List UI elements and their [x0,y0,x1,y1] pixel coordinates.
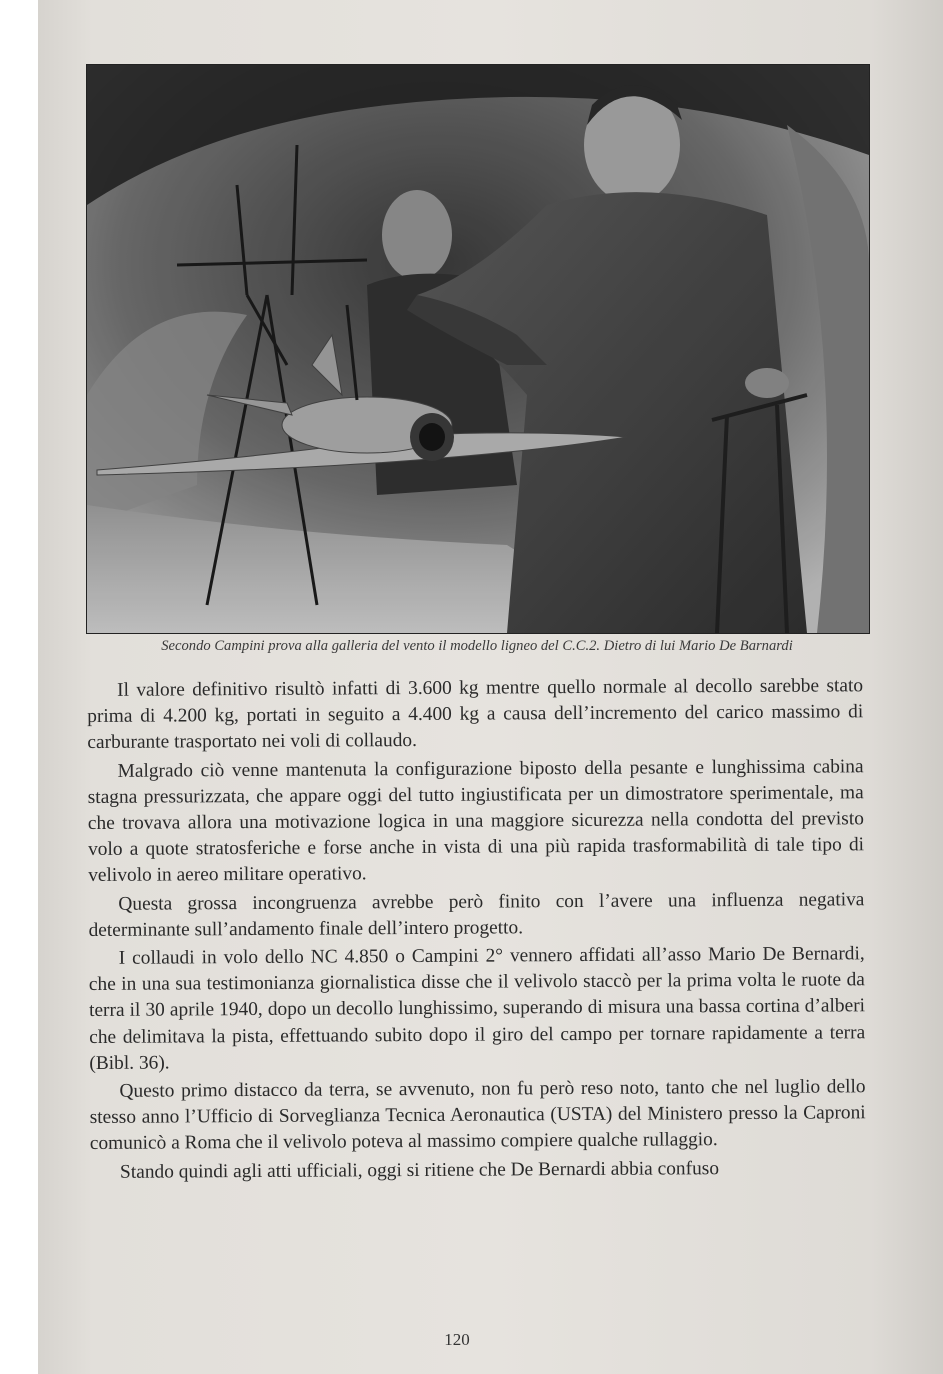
body-text [87,673,866,1188]
paragraph: Il valore definitivo risultò infatti di 3.600 kg mentre quello normale al decollo sarebbe stato prima di 4.200 kg, portati in seguito a 4.400 kg a causa dell’incremento del carico massimo di carburante trasportato nei voli di collaudo. [87,675,864,754]
photo-caption: Secondo Campini prova alla galleria del vento il modello ligneo del C.C.2. Dietro di lui Mario De Barnardi [161,638,793,654]
paragraph: Malgrado ciò venne mantenuta la configurazione biposto della pesante e lunghissima cabina stagna pressurizzata, che appare oggi del tutto ingiustificata per un dimostratore sperimentale, ma che trovava allora una motivazione logica in una maggiore sicurezza nella condotta del previsto volo a quote stratosferiche e forse anche in vista di una più rapida trasformabilità di tale tipo di velivolo in aereo militare operativo. [87,755,865,887]
scan-margin [0,0,38,1374]
page-number: 120 [444,1330,470,1349]
paragraph: Questa grossa incongruenza avrebbe però finito con l’avere una influenza negativa determinante sull’andamento finale dell’intero progetto. [88,888,865,941]
paragraph: Questo primo distacco da terra, se avvenuto, non fu però reso noto, tanto che nel luglio dello stesso anno l’Ufficio di Sorveglianza Tecnica Aeronautica (USTA) del Ministero presso la Caproni comunicò a Roma che il velivolo poteva al massimo compiere qualche rullaggio. [89,1076,866,1155]
paragraph: I collaudi in volo dello NC 4.850 o Campini 2° vennero affidati all’asso Mario De Bernardi, che in una sua testimonianza giornalistica disse che il velivolo staccò per la prima volta le ruote da terra il 30 aprile 1940, dopo un decollo lunghissimo, superando di misura una bassa cortina d’alberi che delimitava la pista, effettuando subito dopo il giro del campo per tornare rapidamente a terra (Bibl. 36). [88,943,866,1074]
paragraph: Stando quindi agli atti ufficiali, oggi si ritiene che De Bernardi abbia confuso [119,1157,720,1183]
wind-tunnel-photo [86,64,870,634]
book-page [38,0,943,1374]
